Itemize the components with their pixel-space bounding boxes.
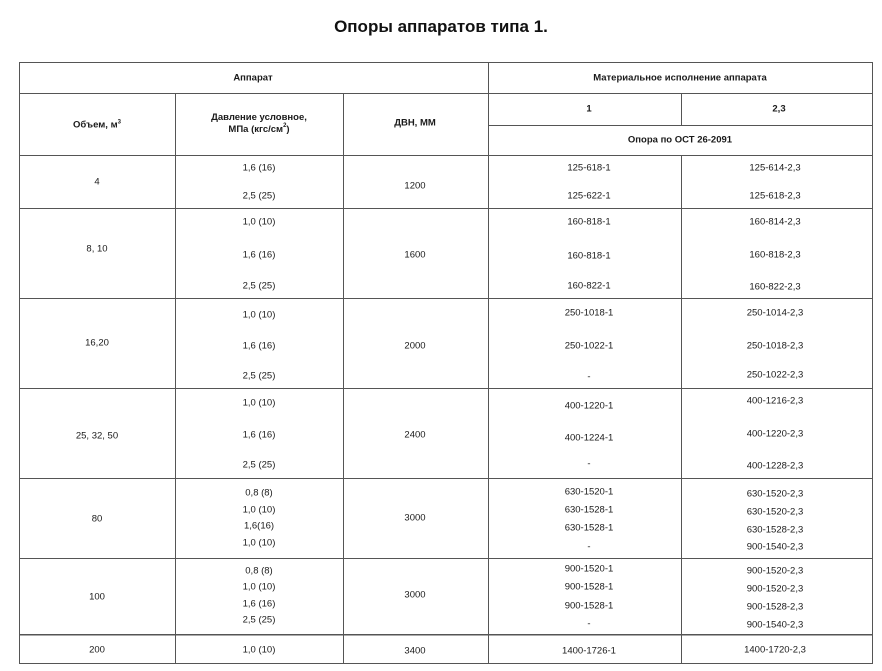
cell-pressure: 2,5 (25) [242, 370, 276, 382]
cell-dvn: 1200 [404, 180, 426, 192]
cell-support-23: 400-1228-2,3 [746, 460, 804, 472]
cell-pressure: 1,6(16) [243, 520, 275, 532]
cell-pressure: 0,8 (8) [245, 565, 273, 577]
cell-pressure: 1,6 (16) [242, 598, 276, 610]
cell-support-23: 400-1216-2,3 [746, 395, 804, 407]
cell-support-1: 900-1528-1 [564, 600, 614, 612]
cell-pressure: 1,6 (16) [242, 429, 276, 441]
cell-support-23: 125-618-2,3 [749, 190, 801, 202]
cell-support-23: 250-1022-2,3 [746, 369, 804, 381]
cell-pressure: 1,0 (10) [242, 537, 276, 549]
header-pressure-close: ) [286, 124, 290, 135]
cell-support-1: 160-822-1 [567, 280, 611, 292]
cell-support-23: 160-814-2,3 [749, 216, 801, 228]
cell-pressure: 1,6 (16) [242, 162, 276, 174]
cell-pressure: 1,0 (10) [242, 309, 276, 321]
cell-support-1: 1400-1726-1 [562, 645, 616, 657]
cell-support-23: 630-1520-2,3 [746, 506, 804, 518]
header-volume-sup: 3 [117, 119, 121, 126]
cell-dvn: 3000 [404, 589, 426, 601]
cell-pressure: 1,0 (10) [242, 644, 276, 656]
cell-support-1: - [587, 458, 591, 470]
cell-pressure: 1,0 (10) [242, 397, 276, 409]
cell-support-1: 630-1528-1 [564, 522, 614, 534]
header-pressure-line1: Давление условное, [211, 112, 307, 124]
cell-volume: 25, 32, 50 [75, 430, 119, 442]
cell-support-1: - [587, 371, 591, 383]
cell-volume: 4 [94, 176, 100, 188]
header-col-23: 2,3 [772, 103, 786, 115]
cell-pressure: 2,5 (25) [242, 190, 276, 202]
cell-pressure: 1,0 (10) [242, 504, 276, 516]
cell-dvn: 2400 [404, 429, 426, 441]
cell-support-23: 900-1520-2,3 [746, 583, 804, 595]
cell-pressure: 2,5 (25) [242, 459, 276, 471]
cell-volume: 80 [91, 513, 103, 525]
cell-pressure: 1,0 (10) [242, 216, 276, 228]
cell-pressure: 2,5 (25) [242, 280, 276, 292]
table-border [20, 63, 873, 664]
cell-support-1: 250-1022-1 [564, 340, 614, 352]
cell-support-23: 1400-1720-2,3 [744, 644, 806, 656]
cell-support-1: 630-1520-1 [564, 486, 614, 498]
cell-pressure: 1,0 (10) [242, 581, 276, 593]
cell-pressure: 2,5 (25) [242, 614, 276, 626]
cell-support-1: 630-1528-1 [564, 504, 614, 516]
cell-support-1: 125-618-1 [567, 162, 611, 174]
header-material: Материальное исполнение аппарата [593, 72, 767, 84]
header-volume-text: Объем, м [73, 119, 118, 131]
header-pressure-text: МПа (кгс/см [228, 124, 284, 135]
cell-volume: 100 [89, 591, 105, 603]
cell-support-1: 125-622-1 [567, 190, 611, 202]
cell-support-23: 250-1018-2,3 [746, 340, 804, 352]
header-col-1: 1 [586, 103, 592, 115]
cell-pressure: 0,8 (8) [245, 487, 273, 499]
header-apparat: Аппарат [233, 72, 273, 84]
cell-dvn: 1600 [404, 249, 426, 261]
cell-support-23: 250-1014-2,3 [746, 307, 804, 319]
cell-support-23: 900-1540-2,3 [746, 541, 804, 553]
cell-volume: 8, 10 [86, 243, 108, 255]
cell-support-1: - [587, 541, 591, 553]
page-title: Опоры аппаратов типа 1. [334, 17, 548, 36]
cell-support-1: 160-818-1 [567, 216, 611, 228]
cell-support-1: 160-818-1 [567, 250, 611, 262]
cell-dvn: 3400 [404, 645, 426, 657]
cell-volume: 16,20 [85, 337, 109, 349]
cell-support-1: 250-1018-1 [564, 307, 614, 319]
cell-support-23: 160-818-2,3 [749, 249, 801, 261]
cell-support-23: 900-1540-2,3 [746, 619, 804, 631]
cell-support-1: 900-1520-1 [564, 563, 614, 575]
cell-support-23: 125-614-2,3 [749, 162, 801, 174]
cell-dvn: 3000 [404, 512, 426, 524]
cell-support-23: 900-1528-2,3 [746, 601, 804, 613]
cell-support-23: 630-1520-2,3 [746, 488, 804, 500]
cell-support-1: 400-1224-1 [564, 432, 614, 444]
header-pressure [211, 112, 307, 136]
cell-support-23: 160-822-2,3 [749, 281, 801, 293]
cell-support-1: 900-1528-1 [564, 581, 614, 593]
cell-support-23: 400-1220-2,3 [746, 428, 804, 440]
cell-support-1: 400-1220-1 [564, 400, 614, 412]
header-dvn: ДВН, ММ [394, 117, 436, 129]
header-support: Опора по ОСТ 26-2091 [627, 134, 733, 146]
cell-support-1: - [587, 618, 591, 630]
cell-pressure: 1,6 (16) [242, 340, 276, 352]
header-volume [73, 120, 121, 130]
cell-support-23: 630-1528-2,3 [746, 524, 804, 536]
header-pressure-sup: 2 [283, 123, 287, 129]
cell-volume: 200 [89, 644, 105, 656]
header-pressure-line2 [211, 124, 307, 136]
cell-dvn: 2000 [404, 340, 426, 352]
cell-support-23: 900-1520-2,3 [746, 565, 804, 577]
cell-pressure: 1,6 (16) [242, 249, 276, 261]
